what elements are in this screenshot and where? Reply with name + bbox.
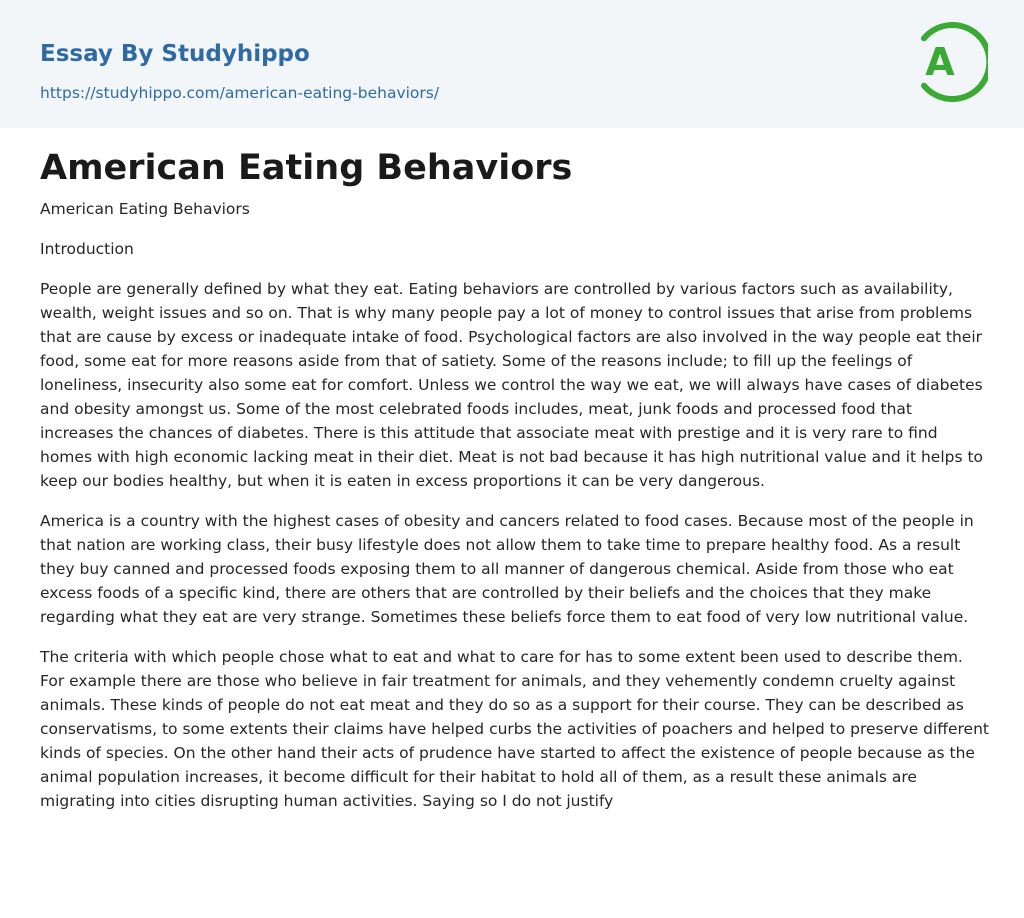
article	[40, 140, 990, 829]
page-title: American Eating Behaviors	[40, 148, 573, 188]
paragraph: America is a country with the highest cases of obesity and cancers related to food cases. Because most of the people in that nation are working class, their busy lifestyle does not allow them to take time to prepare healthy food. As a result they buy canned and processed foods exposing them to all manner of dangerous chemical. Aside from those who eat excess foods of a specific kind, there are others that are controlled by their beliefs and the choices that they make regarding what they eat are very strange. Sometimes these beliefs force them to eat food of very low nutritional value.	[40, 512, 974, 626]
essay-url-link[interactable]: https://studyhippo.com/american-eating-behaviors/	[40, 84, 440, 102]
paragraph: People are generally defined by what they eat. Eating behaviors are controlled by various factors such as availability, wealth, weight issues and so on. That is why many people pay a lot of money to control issues that arise from problems that are cause by excess or inadequate intake of food. Psychological factors are also involved in the way people eat their food, some eat for more reasons aside from that of satiety. Some of the reasons include; to fill up the feelings of loneliness, insecurity also some eat for comfort. Unless we control the way we eat, we will always have cases of diabetes and obesity amongst us. Some of the most celebrated foods includes, meat, junk foods and processed food that increases the chances of diabetes. There is this attitude that associate meat with prestige and it is very rare to find homes with high economic lacking meat in their diet. Meat is not bad because it has high nutritional value and it helps to keep our bodies healthy, but when it is eaten in excess proportions it can be very dangerous.	[40, 280, 984, 490]
site-header	[0, 0, 1024, 128]
studyhippo-logo-icon[interactable]	[910, 18, 988, 106]
logo-letter: A	[925, 40, 955, 84]
article-subtitle: American Eating Behaviors	[40, 200, 250, 218]
brand-title[interactable]: Essay By Studyhippo	[40, 41, 310, 67]
paragraph: The criteria with which people chose what to eat and what to care for has to some extent been used to describe them. For example there are those who believe in fair treatment for animals, and they vehemently condemn cruelty against animals. These kinds of people do not eat meat and they do so as a support for their course. They can be described as conservatisms, to some extents their claims have helped curbs the activities of poachers and helped to preserve different kinds of species. On the other hand their acts of prudence have started to affect the existence of people because as the animal population increases, it become difficult for their habitat to hold all of them, as a result these animals are migrating into cities disrupting human activities. Saying so I do not justify	[40, 648, 989, 810]
section-heading: Introduction	[40, 240, 134, 258]
